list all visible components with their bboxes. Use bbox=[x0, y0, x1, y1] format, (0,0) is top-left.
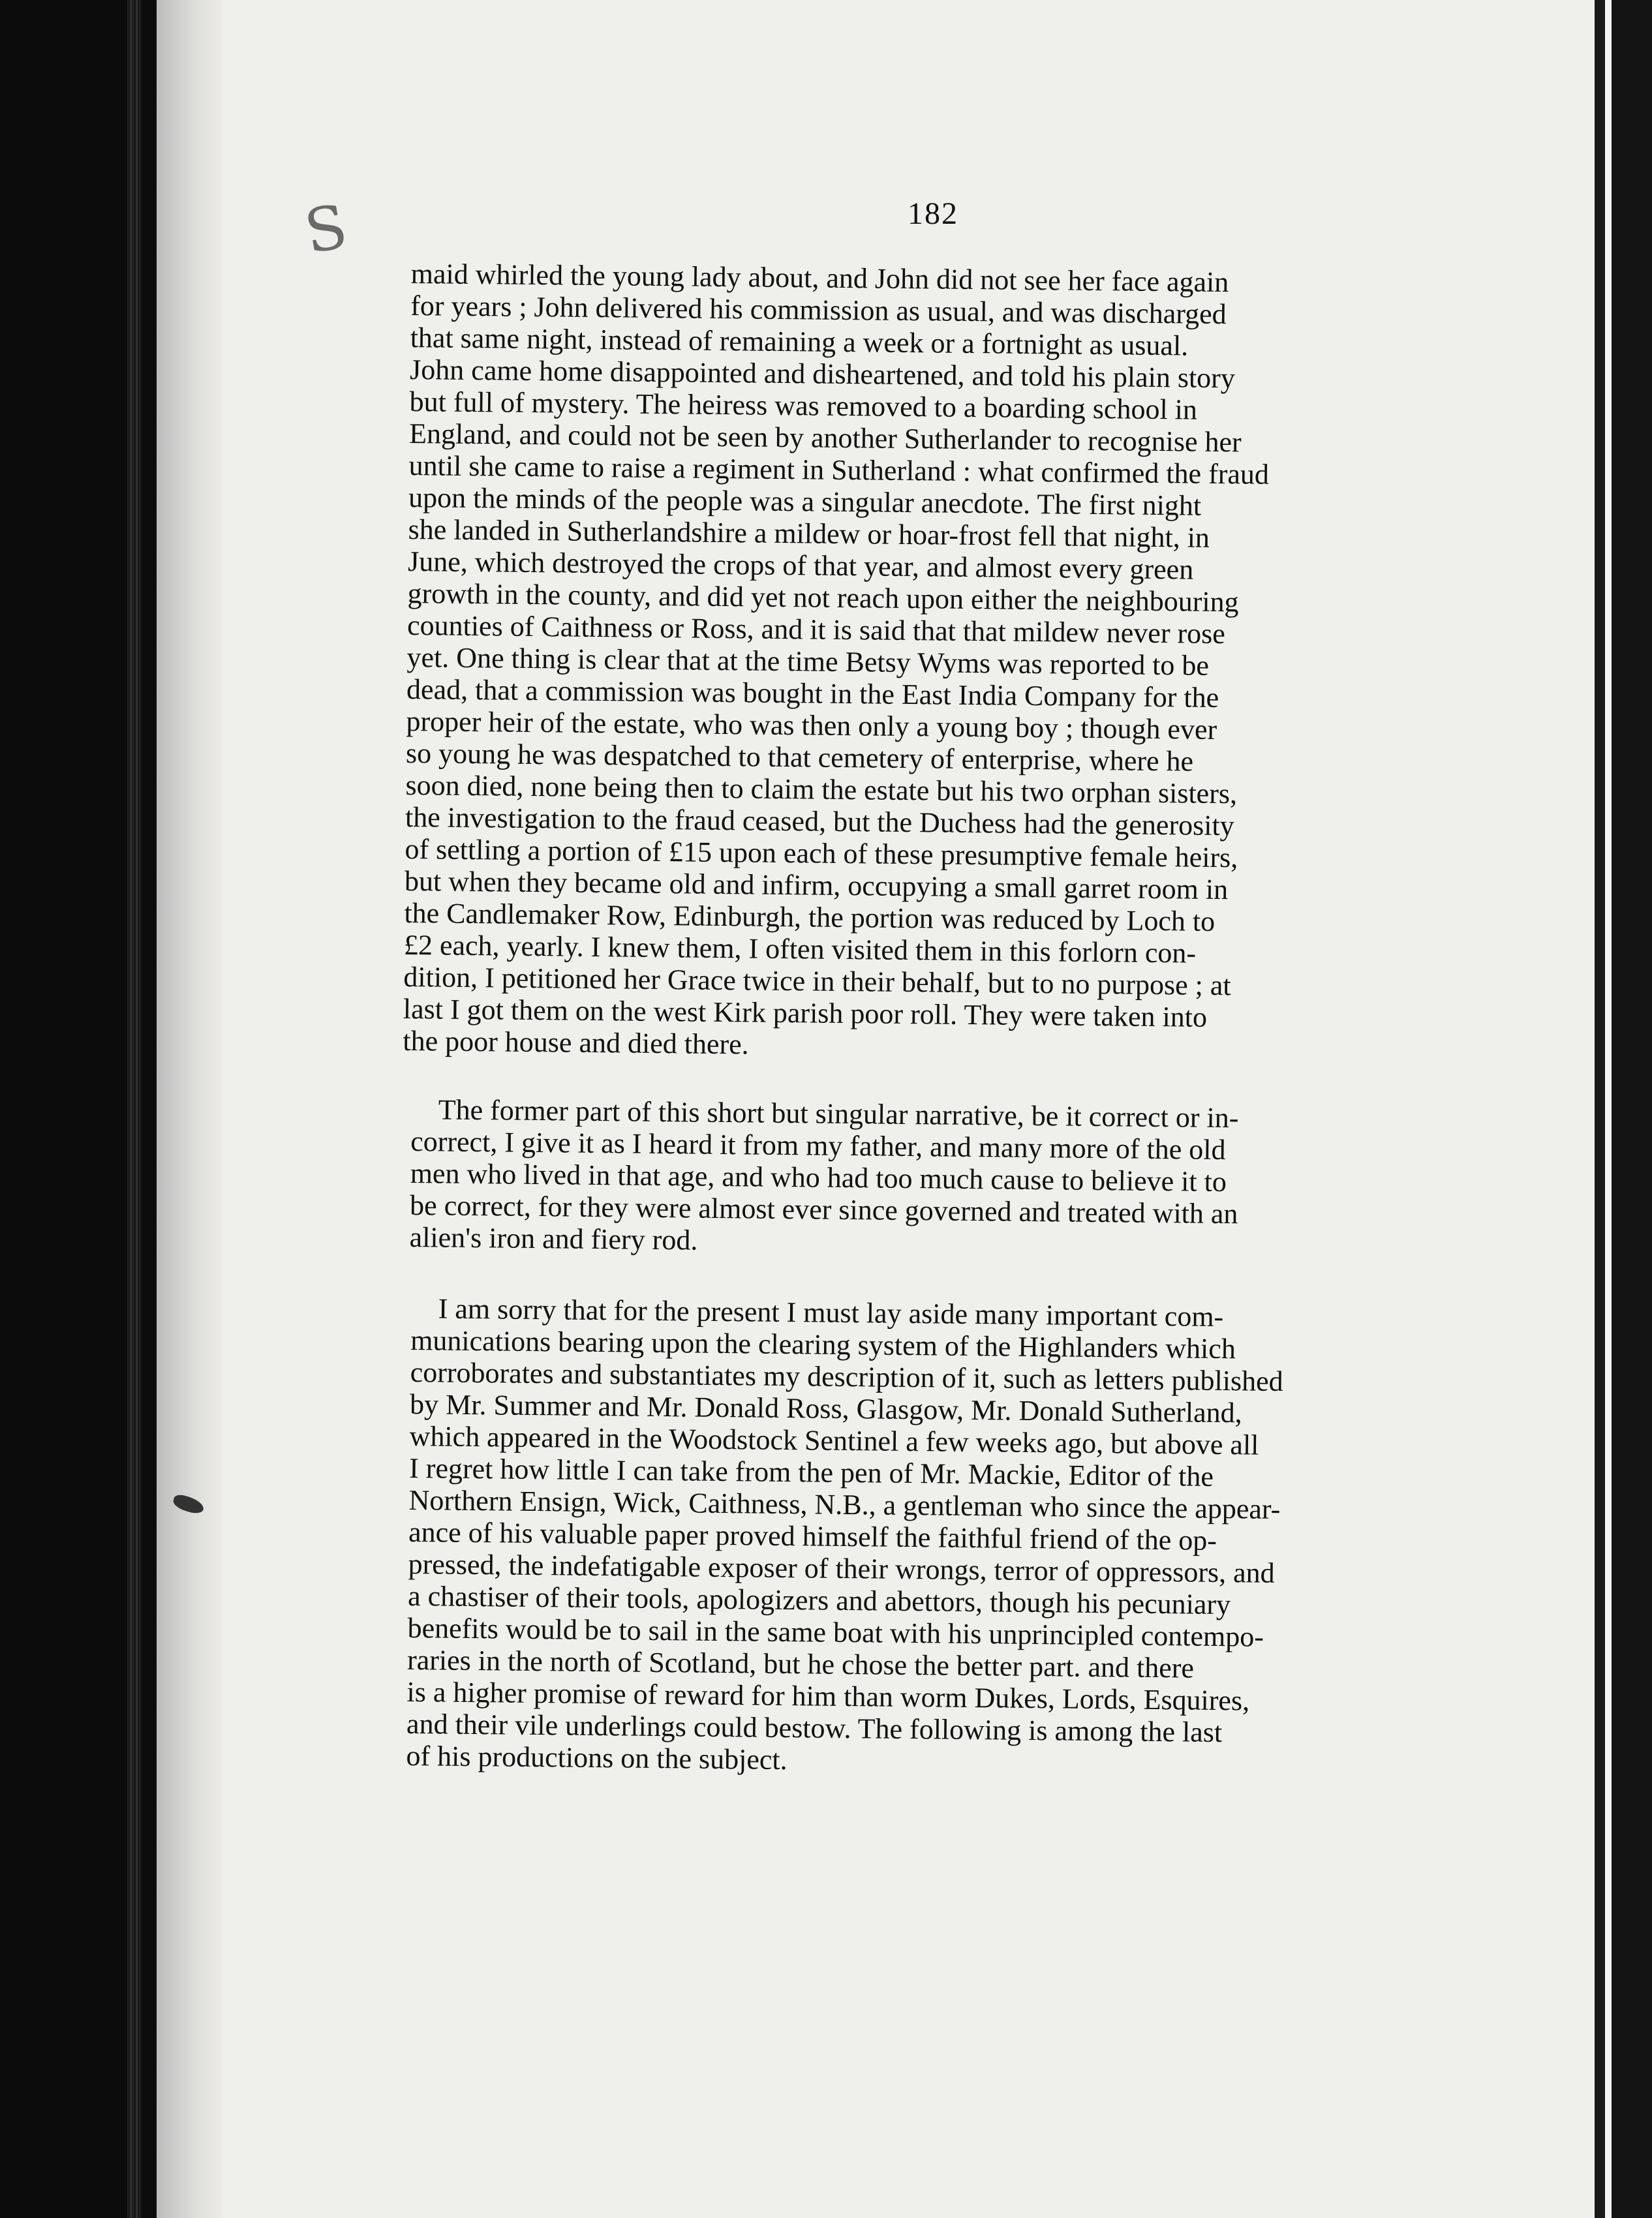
facing-page-edge bbox=[1595, 0, 1605, 2218]
paragraph-2: The former part of this short but singular narrative, be it correct or in- correct, I give it as I heard it from my father, and many more of the old men who lived in that age, and who had too much cause to believe it to be correct, for they were almost ever since governed and treated with an alien's iron and fiery rod. bbox=[409, 1093, 1239, 1256]
paragraph-1: maid whirled the young lady about, and John did not see her face again for years ; John delivered his commission as usual, and was discharged that same night, instead of remaining a week or a fortnight as usual. John came home disappointed and disheartened, and told his plain story but full of mystery. The heiress was removed to a boarding school in England, and could not be seen by another Sutherlander to recognise her until she came to raise a regiment in Sutherland : what confirmed the fraud upon the minds of the people was a singular anecdote. The first night she landed in Sutherlandshire a mildew or hoar-frost fell that night, in June, which destroyed the crops of that year, and almost every green growth in the county, and did yet not reach upon either the neighbouring counties of Caithness or Ross, and it is said that that mildew never rose yet. One thing is clear that at the time Betsy Wyms was reported to be dead, that a commission was bought in the East India Company for the proper heir of the estate, who was then only a young boy ; though ever so young he was despatched to that cemetery of enterprise, where he soon died, none being then to claim the estate but his two orphan sisters, the investigation to the fraud ceased, but the Duchess had the generosity of settling a portion of £15 upon each of these presumptive female heirs, but when they became old and infirm, occupying a small garret room in the Candlemaker Row, Edinburgh, the portion was reduced by Loch to £2 each, yearly. I knew them, I often visited them in this forlorn con- dition, I petitioned her Grace twice in their behalf, but to no purpose ; at last I got them on the west Kirk parish poor roll. They were taken into the poor house and died there. bbox=[403, 258, 1270, 1061]
gutter-shadow bbox=[157, 0, 222, 2218]
page-number: 182 bbox=[908, 196, 958, 231]
page-content bbox=[403, 196, 1455, 1776]
facing-page-margin bbox=[1605, 0, 1612, 2218]
page-stack-edge bbox=[127, 0, 142, 2218]
binding-shadow-right bbox=[1612, 0, 1652, 2218]
paragraph-3: I am sorry that for the present I must lay aside many important com- munications bearing upon the clearing system of the Highlanders which corroborates and substantiates my description of it, such as letters published by Mr. Summer and Mr. Donald Ross, Glasgow, Mr. Donald Sutherland, which appeared in the Woodstock Sentinel a few weeks ago, but above all I regret how little I can take from the pen of Mr. Mackie, Editor of the Northern Ensign, Wick, Caithness, N.B., a gentleman who since the appear- ance of his valuable paper proved himself the faithful friend of the op- pressed, the indefatigable exposer of their wrongs, terror of oppressors, and a chastiser of their tools, apologizers and abettors, though his pecuniary benefits would be to sail in the same boat with his unprincipled contempo- raries in the north of Scotland, but he chose the better part. and there is a higher promise of reward for him than worm Dukes, Lords, Esquires, and their vile underlings could bestow. The following is among the last of his productions on the subject. bbox=[406, 1292, 1283, 1776]
margin-pencil-mark: S bbox=[299, 191, 352, 267]
